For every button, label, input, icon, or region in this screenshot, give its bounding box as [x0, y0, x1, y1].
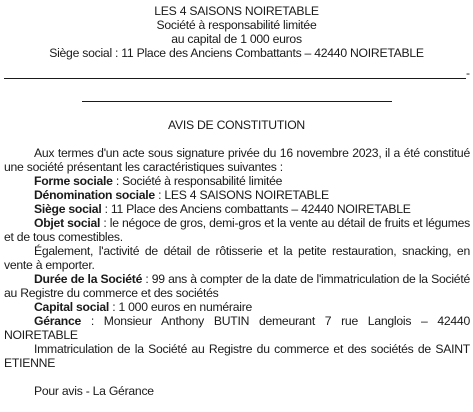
- intro-line-1: Aux termes d'un acte sous signature privée du 16 novembre 2023, il a été constitué: [34, 146, 470, 160]
- immatriculation-line-1: Immatriculation de la Société au Registre du commerce et des sociétés de SAINT: [34, 342, 470, 356]
- signature: Pour avis - La Gérance: [34, 384, 154, 398]
- gerance-row: [34, 314, 470, 328]
- separator-rule-top: [4, 78, 466, 79]
- gerance-label: Gérance: [34, 314, 82, 328]
- siege-social-row: [34, 202, 411, 216]
- legal-form: Société à responsabilité limitée: [156, 18, 317, 32]
- registered-office: Siège social : 11 Place des Anciens Combattants – 42440 NOIRETABLE: [49, 46, 424, 60]
- objet-social-label: Objet social: [34, 216, 101, 230]
- denomination-value: : LES 4 SAISONS NOIRETABLE: [154, 188, 329, 202]
- capital-line: au capital de 1 000 euros: [171, 32, 302, 46]
- forme-sociale-value: : Société à responsabilité limitée: [112, 174, 283, 188]
- forme-sociale-row: [34, 174, 282, 188]
- intro-line-2: une société présentant les caractéristiques suivantes :: [4, 160, 283, 174]
- denomination-label: Dénomination sociale: [34, 188, 155, 202]
- notice-title: AVIS DE CONSTITUTION: [168, 118, 305, 132]
- objet-social-row: [34, 216, 470, 230]
- capital-social-label: Capital social: [34, 300, 110, 314]
- denomination-row: [34, 188, 329, 202]
- separator-rule-bottom: [82, 101, 392, 102]
- objet-social-value-1: : le négoce de gros, demi-gros et la vente au détail de fruits et légumes: [100, 216, 470, 230]
- capital-social-row: [34, 300, 252, 314]
- duree-value-2: au Registre du commerce et des sociétés: [4, 286, 219, 300]
- immatriculation-line-2: ETIENNE: [4, 356, 56, 370]
- activity-line-1: Également, l'activité de détail de rôtisserie et la petite restauration, snacking, en: [34, 244, 470, 258]
- siege-social-value: : 11 Place des Anciens combattants – 42440 NOIRETABLE: [101, 202, 411, 216]
- activity-line-2: vente à emporter.: [4, 258, 95, 272]
- gerance-value-2: NOIRETABLE: [4, 328, 78, 342]
- duree-row: [34, 272, 470, 286]
- gerance-value-1: : Monsieur Anthony BUTIN demeurant 7 rue Langlois – 42440: [81, 314, 470, 328]
- duree-label: Durée de la Société: [34, 272, 143, 286]
- forme-sociale-label: Forme sociale: [34, 174, 113, 188]
- company-name: LES 4 SAISONS NOIRETABLE: [154, 4, 319, 18]
- duree-value-1: : 99 ans à compter de la date de l'immatriculation de la Société: [142, 272, 470, 286]
- objet-social-value-2: et de tous comestibles.: [4, 230, 123, 244]
- separator-trailing-mark: -: [466, 66, 470, 80]
- siege-social-label: Siège social: [34, 202, 102, 216]
- capital-social-value: : 1 000 euros en numéraire: [109, 300, 253, 314]
